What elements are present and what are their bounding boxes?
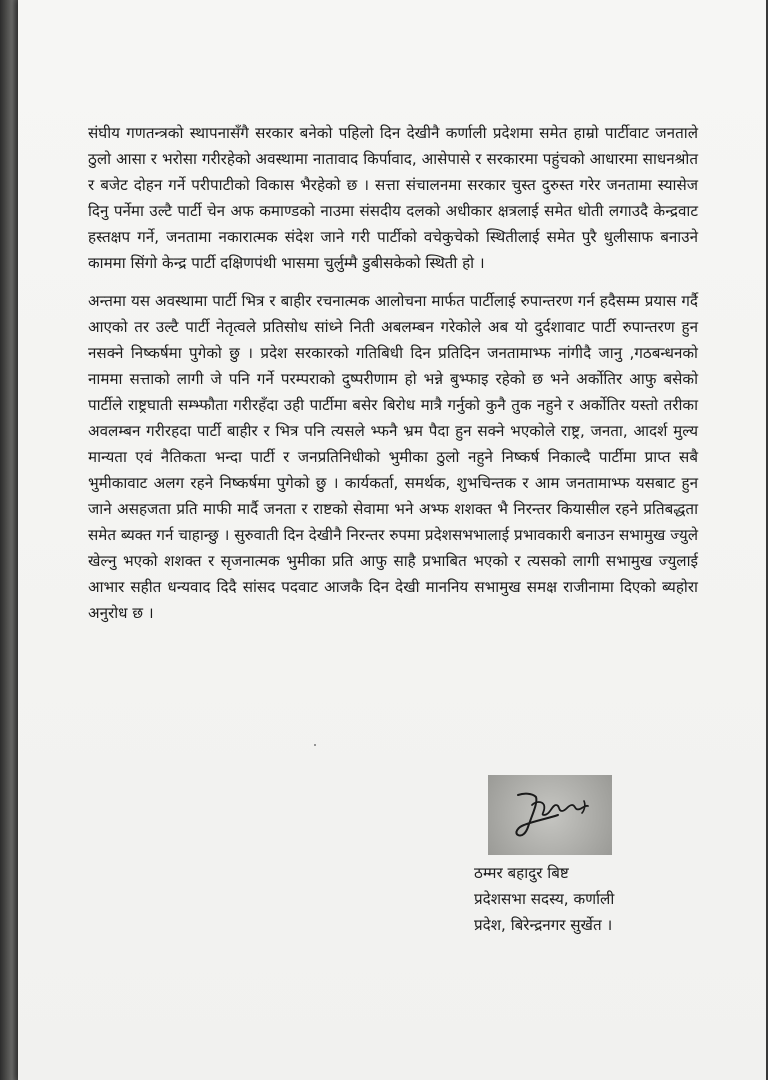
signatory-address: प्रदेश, बिरेन्द्रनगर सुर्खेत । bbox=[474, 916, 613, 934]
paragraph-1: संघीय गणतन्त्रको स्थापनासँगै सरकार बनेको पहिलो दिन देखीनै कर्णाली प्रदेशमा समेत हाम्रो पार्टीवाट जनताले ठुलो आसा र भरोसा गरीरहेको अवस्थामा नातावाद किर्पावाद, आसेपासे र सरकारमा पहुंचको आधारमा साधनश्रोत र बजेट दोहन गर्ने परीपाटीको विकास भैरहेको छ । सत्ता संचालनमा सरकार चुस्त दुरुस्त गरेर जनतामा स्यासेज दिनु पर्नेमा उल्टै पार्टी चेन अफ कमाण्डको नाउमा संसदीय दलको अधीकार क्षत्रलाई समेत धोती लगाउदै केन्द्रवाट हस्तक्षप गर्ने, जनतामा नकारात्मक संदेश जाने गरी पार्टीको वचेकुचेको स्थितीलाई समेत पुरै धुलीसाफ बनाउने काममा सिंगो केन्द्र पार्टी दक्षिणपंथी भासमा चुर्लुम्मै डुबीसकेको स्थिती हो । bbox=[88, 124, 698, 272]
paragraph-2: अन्तमा यस अवस्थामा पार्टी भित्र र बाहीर रचनात्मक आलोचना मार्फत पार्टीलाई रुपान्तरण गर्न हदैसम्म प्रयास गर्दै आएको तर उल्टै पार्टी नेतृत्वले प्रतिसोध सांध्ने निती अबलम्बन गरेकोले अब यो दुर्दशावाट पार्टी रुपान्तरण हुन नसक्ने निष्कर्षमा पुगेको छु । प्रदेश सरकारको गतिबिधी दिन प्रतिदिन जनतामाभ्फ नांगीदै जानु ,गठबन्धनको नाममा सत्ताको लागी जे पनि गर्ने परम्पराको दुष्परीणाम हो भन्ने बुभ्फाइ रहेको छ भने अर्कोतिर आफु बसेको पार्टीले राष्ट्रघाती सम्भ्फौता गरीरहँदा उही पार्टीमा बसेर बिरोध मात्रै गर्नुको कुनै तुक नहुने र अर्कोतिर यस्तो तरीका अवलम्बन गरीरहदा पार्टी बाहीर र भित्र पनि त्यसले भ्फनै भ्रम पैदा हुन सक्ने भएकोले राष्ट्र, जनता, आदर्श मुल्य मान्यता एवं नैतिकता भन्दा पार्टी र जनप्रतिनिधीको भुमीका ठुलो नहुने निष्कर्ष निकाल्दै पार्टीमा प्राप्त सबै भुमीकावाट अलग रहने निष्कर्षमा पुगेको छु । कार्यकर्ता, समर्थक, शुभचिन्तक र आम जनतामाभ्फ यसबाट हुन जाने असहजता प्रति माफी मार्दै जनता र राष्टको सेवामा भने अभ्फ शशक्त भै निरन्तर कियासील रहने प्रतिबद्धता समेत ब्यक्त गर्न चाहान्छु । सुरुवाती दिन देखीनै निरन्तर रुपमा प्रदेशसभभालाई प्रभावकारी बनाउन सभामुख ज्युले खेल्नु भएको शशक्त र सृजनात्मक भुमीका प्रति आफु साहै प्रभाबित भएको र त्यसको लागी सभामुख ज्युलाई आभार सहीत धन्यवाद दिदै सांसद पदवाट आजकै दिन देखी माननिय सभामुख समक्ष राजीनामा दिएको ब्यहोरा अनुरोध छ । bbox=[88, 292, 698, 622]
signatory-name: ठम्मर बहादुर बिष्ट bbox=[474, 864, 569, 882]
handwritten-signature-icon bbox=[488, 775, 612, 855]
letter-body bbox=[88, 120, 698, 638]
paper-sheet bbox=[18, 0, 766, 1080]
signature-image bbox=[488, 775, 612, 855]
stray-mark bbox=[314, 744, 316, 746]
signatory-title: प्रदेशसभा सदस्य, कर्णाली bbox=[474, 890, 615, 908]
signatory-block bbox=[474, 860, 714, 938]
